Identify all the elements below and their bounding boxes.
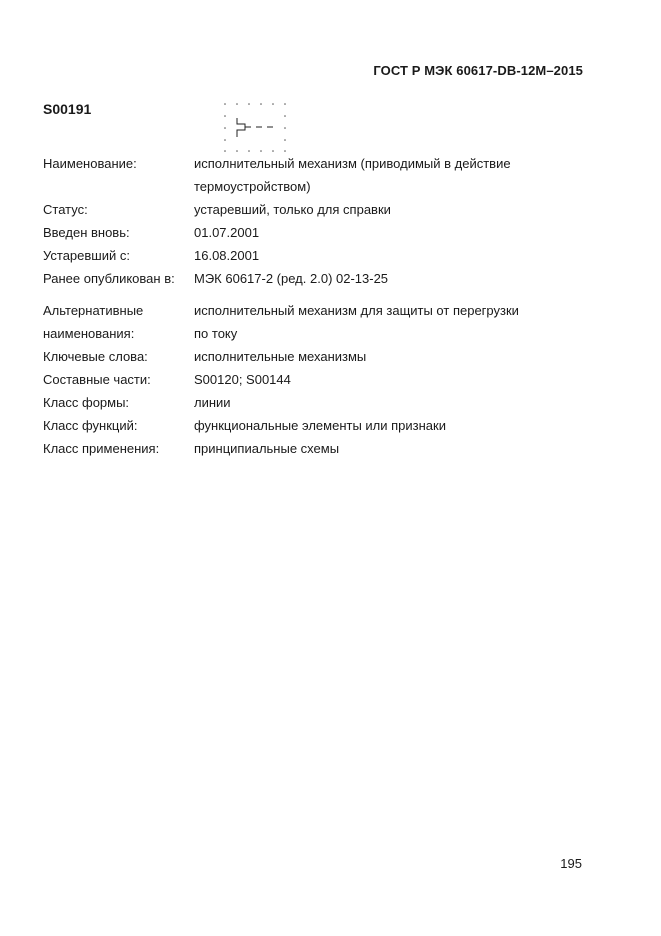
obsolete-value: 16.08.2001 [194, 248, 260, 263]
row-keywords [43, 345, 603, 368]
page-number: 195 [560, 856, 582, 871]
parts-label: Составные части: [43, 372, 151, 387]
name-label: Наименование: [43, 156, 137, 171]
keywords-label: Ключевые слова: [43, 349, 148, 364]
row-alt-names [43, 299, 603, 322]
name-value-line2: термоустройством) [194, 179, 311, 194]
section-gap [43, 290, 603, 299]
form-class-label: Класс формы: [43, 395, 130, 410]
row-status [43, 198, 603, 221]
actuator-thermal-overload-symbol-icon [218, 98, 298, 156]
row-obsolete [43, 244, 603, 267]
function-class-value: функциональные элементы или признаки [194, 418, 446, 433]
standard-header: ГОСТ Р МЭК 60617-DB-12M–2015 [373, 63, 583, 78]
published-value: МЭК 60617-2 (ред. 2.0) 02-13-25 [194, 271, 389, 286]
row-introduced [43, 221, 603, 244]
function-class-label: Класс функций: [43, 418, 138, 433]
row-function-class [43, 414, 603, 437]
row-application-class [43, 437, 603, 460]
row-parts [43, 368, 603, 391]
row-name-cont [43, 175, 603, 198]
status-value: устаревший, только для справки [194, 202, 391, 217]
application-class-value: принципиальные схемы [194, 441, 340, 456]
alt-names-value-line1: исполнительный механизм для защиты от перегрузки [194, 303, 519, 318]
form-class-value: линии [194, 395, 231, 410]
name-value-line1: исполнительный механизм (приводимый в действие [194, 156, 511, 171]
row-name [43, 152, 603, 175]
row-form-class [43, 391, 603, 414]
symbol-attributes [43, 152, 603, 460]
symbol-code: S00191 [43, 101, 92, 117]
alt-names-label-line1: Альтернативные [43, 303, 144, 318]
parts-value: S00120; S00144 [194, 372, 291, 387]
introduced-label: Введен вновь: [43, 225, 130, 240]
obsolete-label: Устаревший с: [43, 248, 130, 263]
alt-names-value-line2: по току [194, 326, 238, 341]
alt-names-label-line2: наименования: [43, 326, 135, 341]
row-published [43, 267, 603, 290]
published-label: Ранее опубликован в: [43, 271, 175, 286]
row-alt-names-cont [43, 322, 603, 345]
application-class-label: Класс применения: [43, 441, 160, 456]
keywords-value: исполнительные механизмы [194, 349, 367, 364]
introduced-value: 01.07.2001 [194, 225, 260, 240]
status-label: Статус: [43, 202, 88, 217]
